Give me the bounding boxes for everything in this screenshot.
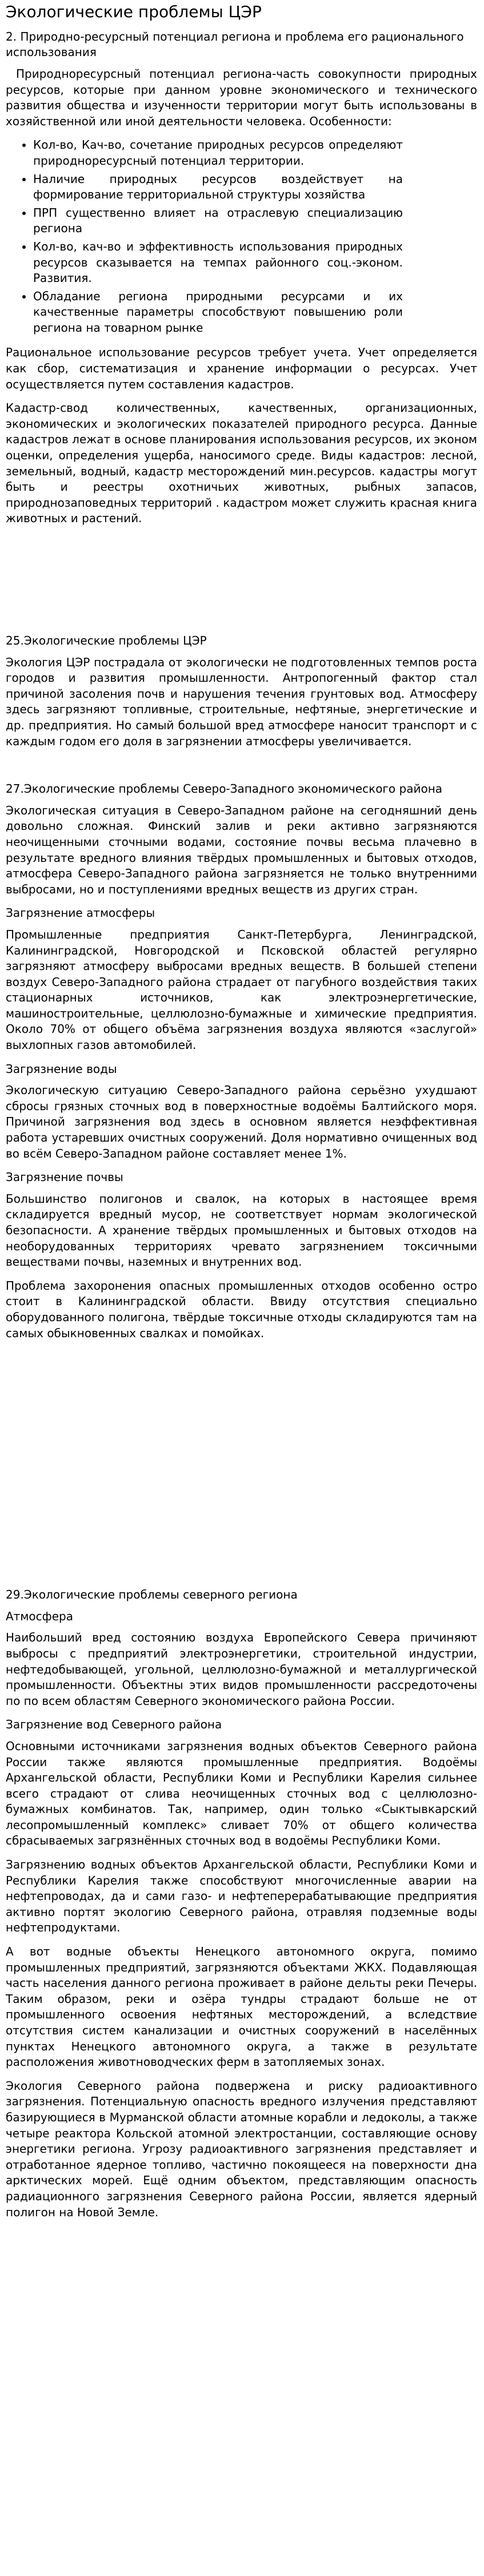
section-heading-natural-resources: 2. Природно-ресурсный потенциал региона и проблема его рационального использования [6,29,464,59]
northwest-burial-paragraph: Проблема захоронения опасных промышленных отходов особенно остро стоит в Калининградской области. Ввиду отсутствия специально оборудованного полигона, твёрдые токсичные отходы складируются там на самых обыкновенных свалках и помойках. [6,1278,477,1340]
northwest-intro: Экологическая ситуация в Северо-Западном районе на сегодняшний день довольно сложная. Финский залив и реки активно загрязняются неочищенными сточными водами, состояние почвы весьма плачевно в результате вредного влияния твёрдых промышленных и бытовых отходов, атмосфера Северо-Западного района загрязняется не только внутренними выбросами, но и поступлениями вредных веществ из других стран. [6,803,477,896]
section-heading-northwest: 27.Экологические проблемы Северо-Западного экономического района [6,782,443,796]
list-item: • Наличие природных ресурсов воздействует на формирование территориальной структуры хозяйства [33,172,477,203]
rational-use-paragraph: Рациональное использование ресурсов требует учета. Учет определяется как сбор, систематизация и хранение информации о ресурсах. Учет осуществляется путем составления кадастров. [6,345,477,391]
north-atmosphere-paragraph: Наибольший вред состоянию воздуха Европейского Севера причиняют выбросы с предприятий электроэнергетики, строительной индустрии, нефтедобывающей, угольной, целлюлозно-бумажной и металлургической промышленности. Объектны этих видов промышленности рассредоточены по по всем областям Северного экономического района России. [6,1631,477,1708]
northwest-water-label: Загрязнение воды [6,1062,117,1076]
document-title: Экологические проблемы ЦЭР [6,2,262,21]
north-radiation-paragraph: Экология Северного района подвержена и риску радиоактивного загрязнения. Потенциальную опасность вредного излучения представляют базирующиеся в Мурманской области атомные корабли и ледоколы, а также четыре реактора Кольской атомной электростанции, составляющие основу энергетики региона. Угрозу радиоактивного загрязнения представляет и отработанное ядерное топливо, частично покоящееся на поверхности дна арктических морей. Ещё одним объектом, представляющим опасность радиационного загрязнения Северного района России, является ядерный полигон на Новой Земле. [6,2078,477,2219]
list-item: • Кол-во, Кач-во, сочетание природных ресурсов определяют природноресурсный потенциал территории. [33,137,477,169]
northwest-atmosphere-label: Загрязнение атмосферы [6,906,155,920]
section-heading-north: 29.Экологические проблемы северного региона [6,1588,298,1602]
northwest-water-paragraph: Экологическую ситуацию Северо-Западного района серьёзно ухудшают сбросы грязных сточных вод в поверхностные водоёмы Балтийского моря. Причиной загрязнения вод здесь в основном является неэффективная работа устаревших очистных сооружений. Доля нормативно очищенных вод во всём Северо-Западном районе составляет менее 1%. [6,1083,477,1160]
northwest-atmosphere-paragraph: Промышленные предприятия Санкт-Петербурга, Ленинградской, Калининградской, Новгородской и Псковской областей регулярно загрязняют атмосферу выбросами вредных веществ. В большей степени воздух Северо-Западного района страдает от пагубного воздействия таких стационарных источников, как электроэнергетические, машиностроительные, целлюлозно-бумажные и химические предприятия. Около 70% от общего объёма загрязнения воздуха являются «заслугой» выхлопных газов автомобилей. [6,927,477,1052]
north-nenets-paragraph: А вот водные объекты Ненецкого автономного округа, помимо промышленных предприятий, загрязняются объектами ЖКХ. Подавляющая часть населения данного региона проживает в районе дельты реки Печеры. Таким образом, реки и озёра тундры страдают больше не от промышленного освоения нефтяных месторождений, а вследствие отсутствия систем канализации и очистных сооружений в населённых пунктах Ненецкого автономного округа, а также в результате расположения животноводческих ферм в затопляемых зонах. [6,1945,477,2069]
cadastre-paragraph: Кадастр-свод количественных, качественных, организационных, экономических и экологических показателей природного ресурса. Данные кадастров лежат в основе планирования использования ресурсов, их эконом оценки, определения ущерба, наносимого среде. Виды кадастров: лесной, земельный, водный, кадастр месторождений мин.ресурсов. кадастры могут быть и реестры охотничьих животных, рыбных запасов, природнозаповедных территорий . кадастром может служить красная книга животных и растений. [6,401,477,526]
list-item: • Обладание региона природными ресурсами и их качественные параметры способствуют повышению роли региона на товарном рынке [33,289,477,336]
northwest-soil-label: Загрязнение почвы [6,1170,123,1184]
north-water-paragraph: Основными источниками загрязнения водных объектов Северного района России также являются промышленные предприятия. Водоёмы Архангельской области, Республики Коми и Республики Карелия сильнее всего страдают от слива неочищенных сточных вод с целлюлозно-бумажных комбинатов. Так, например, один только «Сыктывкарский лесопромышленный комплекс» сливает 70% от общего количества сбрасываемых загрязнённых сточных вод в водоёмы Республики Коми. [6,1739,477,1848]
north-water-label: Загрязнение вод Северного района [6,1718,222,1732]
features-list [6,137,477,336]
natural-resources-intro: Природноресурсный потенциал региона-часть совокупности природных ресурсов, которые при данном уровне экономического и технического развития общества и изученности территории могут быть использованы в хозяйственной или иной деятельности человека. Особенности: [6,66,477,128]
northwest-soil-paragraph: Большинство полигонов и свалок, на которых в настоящее время складируется вредный мусор, не соответствует нормам экологической безопасности. А хранение твёрдых промышленных и бытовых отходов на необорудованных территориях чревато загрязнением токсичными веществами почвы, наземных и внутренних вод. [6,1191,477,1269]
section-heading-cer: 25.Экологические проблемы ЦЭР [6,634,207,648]
north-oil-paragraph: Загрязнению водных объектов Архангельской области, Республики Коми и Республики Карелия также способствуют многочисленные аварии на нефтепроводах, да и сами газо- и нефтеперерабатывающие предприятия активно портят экологию Северного района, отравляя подземные воды нефтепродуктами. [6,1858,477,1935]
north-atmosphere-label: Атмосфера [6,1609,74,1623]
cer-paragraph: Экология ЦЭР пострадала от экологически не подготовленных темпов роста городов и развития промышленности. Антропогенный фактор стал причиной засоления почв и нарушения течения грунтовых вод. Атмосферу здесь загрязняют топливные, строительные, нефтяные, энергетические и др. предприятия. Но самый большой вред атмосфере наносит транспорт и с каждым годом его доля в загрязнении атмосферы увеличивается. [6,655,477,748]
list-item: • Кол-во, кач-во и эффективность использования природных ресурсов сказывается на темпах районного соц.-эконом. Развития. [33,239,477,287]
list-item: • ПРП существенно влияет на отраслевую специализацию региона [33,205,477,237]
